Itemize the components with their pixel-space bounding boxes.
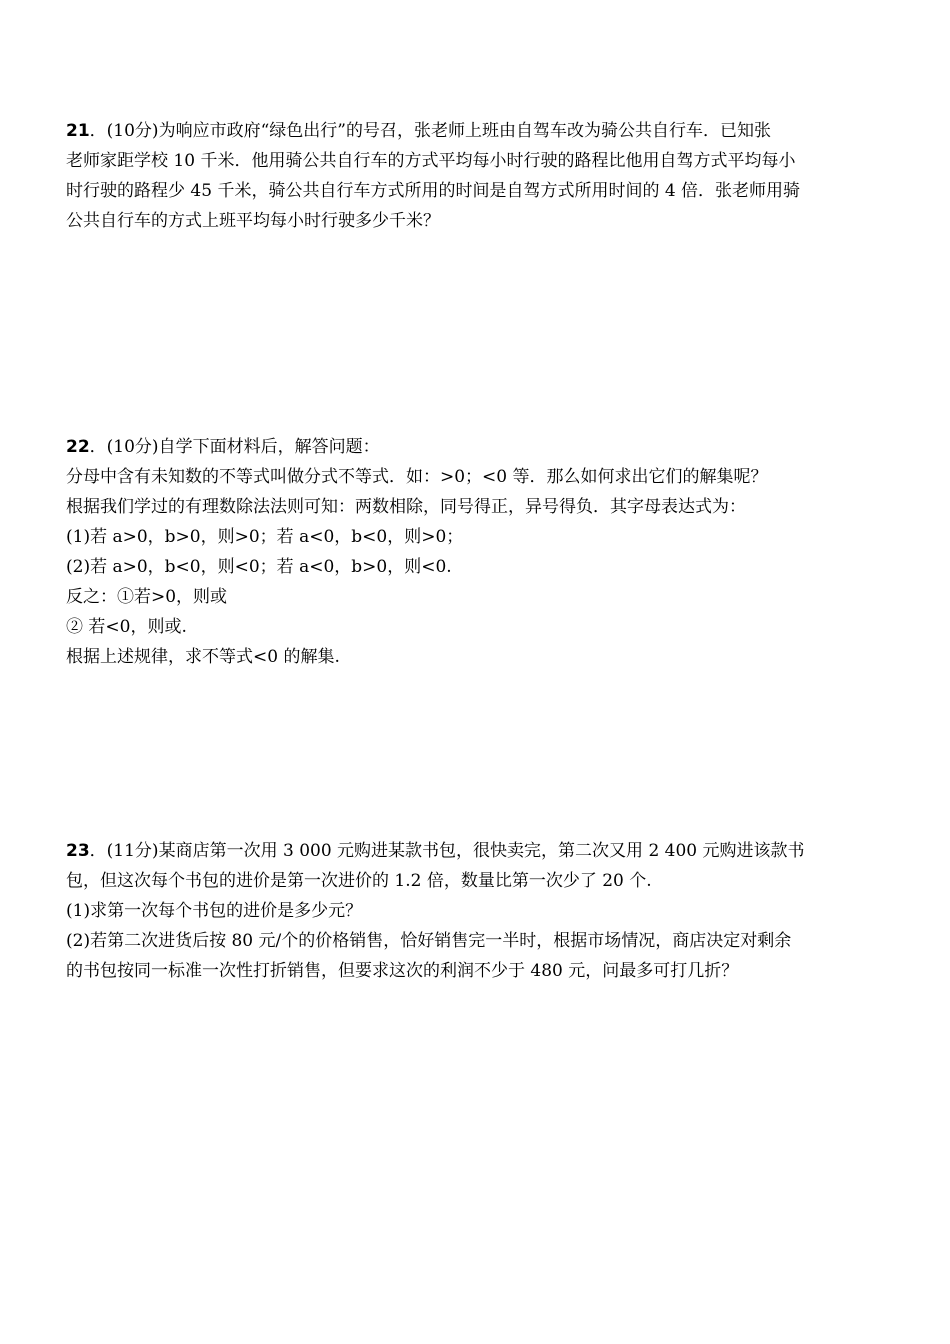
problem-line: 根据上述规律，求不等式<0 的解集. <box>66 647 340 667</box>
problem-line <box>66 836 896 866</box>
problem-line: 时行驶的路程少 45 千米，骑公共自行车方式所用的时间是自驾方式所用时间的 4 倍．张老师用骑 <box>66 181 801 201</box>
problem-line <box>66 432 896 462</box>
problem-line: (1)若 a>0，b>0，则>0；若 a<0，b<0，则>0； <box>66 527 464 547</box>
problem-line: 分母中含有未知数的不等式叫做分式不等式．如：>0；<0 等．那么如何求出它们的解集呢？ <box>66 467 768 487</box>
problem-line <box>66 116 896 146</box>
problem-line: (2)若第二次进货后按 80 元/个的价格销售，恰好销售完一半时，根据市场情况，商店决定对剩余 <box>66 931 792 951</box>
problem-23 <box>66 836 896 986</box>
problem-21 <box>66 116 896 236</box>
problem-number: 21 <box>66 121 90 141</box>
problem-line: ② 若<0，则或. <box>66 617 187 637</box>
problem-line: 反之：①若>0，则或 <box>66 587 228 607</box>
problem-line: 公共自行车的方式上班平均每小时行驶多少千米？ <box>66 211 440 231</box>
problem-line: 根据我们学过的有理数除法法则可知：两数相除，同号得正，异号得负．其字母表达式为： <box>66 497 746 517</box>
problem-number: 22 <box>66 437 90 457</box>
problem-line: 的书包按同一标准一次性打折销售，但要求这次的利润不少于 480 元，问最多可打几折？ <box>66 961 739 981</box>
problem-line: 包，但这次每个书包的进价是第一次进价的 1.2 倍，数量比第一次少了 20 个. <box>66 871 652 891</box>
problem-number: 23 <box>66 841 90 861</box>
problem-text: ．(10分)为响应市政府“绿色出行”的号召，张老师上班由自驾车改为骑公共自行车．已知张 <box>89 121 771 141</box>
problem-text: ．(10分)自学下面材料后，解答问题： <box>89 437 380 457</box>
problem-line: 老师家距学校 10 千米．他用骑公共自行车的方式平均每小时行驶的路程比他用自驾方式平均每小 <box>66 151 796 171</box>
problem-22 <box>66 432 896 672</box>
problem-text: ．(11分)某商店第一次用 3 000 元购进某款书包，很快卖完，第二次又用 2 400 元购进该款书 <box>89 841 805 861</box>
problem-line: (1)求第一次每个书包的进价是多少元？ <box>66 901 363 921</box>
problem-line: (2)若 a>0，b<0，则<0；若 a<0，b>0，则<0. <box>66 557 452 577</box>
